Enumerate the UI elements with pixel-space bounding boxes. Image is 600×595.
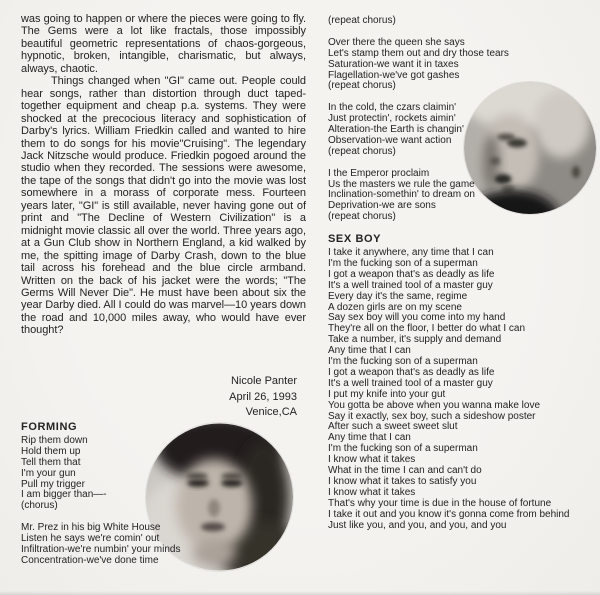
lyric-line: (repeat chorus) [328, 15, 396, 26]
lyric-line: Say sex boy will you come into my hand [328, 312, 506, 324]
lyric-line: Saturation-we want it in taxes [328, 58, 459, 70]
lyric-line: Over there the queen she says [328, 36, 465, 48]
signature-block [21, 374, 297, 421]
lyric-line: I know what it takes to satisfy you [328, 476, 477, 487]
lyric-line: A dozen girls are on my scene [328, 301, 462, 313]
lyric-line: They're all on the floor, I better do what I can [328, 323, 526, 335]
lyric-line: Listen he says we're comin' out [21, 533, 160, 545]
essay-paragraph-2: Things changed when "GI" came out. People could hear songs, rather than distortion through duct taped-together equipment and cheap p.a. systems. They were shocked at the precocious literacy and sophistication of Darby's lyrics. William Friedkin called and wanted to hire them to do songs for his movie"Cruising". The legendary Jack Nitzsche would produce. Friedkin pogoed around the studio when they recorded. The sessions were awesome, the tape of the songs that didn't go into the movie was lost somewhere in a morass of corporate mess. Fourteen years later, "GI" is still available, never having gone out of print and "The Decline of Western Civilization" is a midnight movie classic all over the world. Three years ago, at a Gun Club show in Northern England, a kid walked by me, the spitting image of Darby Crash, down to the blue tail across his forehead and the blue circle armband. Written on the back of his jacket were the words; "The Germs Will Never Die". He must have been about six the year Darby died. All I could do was marvel—10 years down the road and 10,000 miles away, who would have ever thought? [21, 75, 306, 337]
lyric-line: Take a number, it's supply and demand [328, 334, 502, 346]
signature-place: Venice,CA [245, 406, 297, 418]
lyric-line: I am bigger than—- [21, 489, 107, 501]
essay-paragraph-1: was going to happen or where the pieces were going to fly. The Gems were a lot like fractals, those impossibly beautiful geometric representations of chaos-gorgeous, hypnotic, broken, intangible, charismatic, but always, always, chaotic. [21, 13, 306, 75]
lyric-line: Just protectin', rockets aimin' [328, 113, 456, 125]
lyric-line: I'm your gun [21, 467, 76, 479]
sex-boy-lyrics [328, 248, 596, 532]
lyric-line: I'm the fucking son of a superman [328, 443, 478, 455]
lyric-line: Every day it's the same, regime [328, 290, 468, 302]
lyric-line: Us the masters we rule the game [328, 178, 475, 190]
lyric-line: Rip them down [21, 434, 88, 446]
signature-date: April 26, 1993 [229, 390, 297, 403]
lyric-line: I know what it takes [328, 486, 416, 498]
chorus-stanza-3 [328, 103, 596, 158]
lyric-line: Concentration-we've done time [21, 554, 159, 566]
lyric-line: Any time that I can [328, 432, 411, 444]
lyric-line: I take it anywhere, any time that I can [328, 246, 494, 258]
lyric-line: Pull my trigger [21, 478, 85, 490]
lyric-line: Say it exactly, sex boy, such a sideshow poster [328, 410, 536, 422]
scan-bottom-edge [0, 591, 600, 595]
sex-boy-title: SEX BOY [328, 233, 382, 246]
right-lyrics-column [328, 16, 596, 532]
chorus-stanza-4 [328, 169, 596, 224]
lyric-line: After such a sweet sweet slut [328, 421, 458, 433]
lyric-line: Any time that I can [328, 345, 411, 357]
lyric-line: I put my knife into your gut [328, 388, 446, 400]
lyric-line: (repeat chorus) [328, 145, 396, 157]
lyric-line: I'm the fucking son of a superman [328, 356, 478, 368]
lyric-line: What in the time I can and can't do [328, 465, 482, 477]
essay-text [21, 13, 306, 337]
lyric-line: Infiltration-we're numbin' your minds [21, 543, 181, 555]
lyric-line: You gotta be above when you wanna make love [328, 399, 541, 411]
lyric-line: I'm the fucking son of a superman [328, 257, 478, 269]
forming-stanza-2 [21, 523, 251, 567]
lyric-line: That's why your time is due in the house of fortune [328, 497, 552, 509]
forming-title: FORMING [21, 421, 78, 433]
lyric-line: Observation-we want action [328, 134, 452, 146]
forming-stanza-1 [21, 436, 251, 512]
lyric-line: Inclination-somethin' to dream on [328, 189, 475, 201]
lyric-line: It's a well trained tool of a master guy [328, 279, 493, 291]
lyric-line: I know what it takes [328, 454, 416, 466]
lyric-line: Let's stamp them out and dry those tears [328, 47, 509, 59]
lyric-line: (repeat chorus) [328, 211, 396, 223]
forming-section [21, 422, 251, 578]
lyric-line: Just like you, and you, and you, and you [328, 519, 507, 531]
lyric-line: I the Emperor proclaim [328, 167, 430, 179]
lyric-line: Hold them up [21, 445, 81, 457]
lyric-line: Flagellation-we've got gashes [328, 69, 460, 81]
lyric-line: I got a weapon that's as deadly as life [328, 366, 495, 378]
lyric-line: Deprivation-we are sons [328, 200, 436, 212]
lyric-line: I take it out and you know it's gonna come from behind [328, 508, 570, 520]
sex-boy-section [328, 234, 596, 531]
lyric-line: Mr. Prez in his big White House [21, 522, 161, 534]
lyric-line: Alteration-the Earth is changin' [328, 124, 464, 136]
signature-name: Nicole Panter [230, 375, 297, 387]
lyric-line: It's a well trained tool of a master guy [328, 377, 493, 389]
lyric-line: Tell them that [21, 456, 81, 468]
chorus-stanza-2 [328, 38, 596, 93]
lyric-line: (repeat chorus) [328, 80, 396, 92]
lyric-line: I got a weapon that's as deadly as life [328, 268, 495, 280]
lyric-line: (chorus) [21, 500, 58, 512]
chorus-stanza-1 [328, 16, 596, 27]
lyric-line: In the cold, the czars claimin' [328, 102, 457, 114]
